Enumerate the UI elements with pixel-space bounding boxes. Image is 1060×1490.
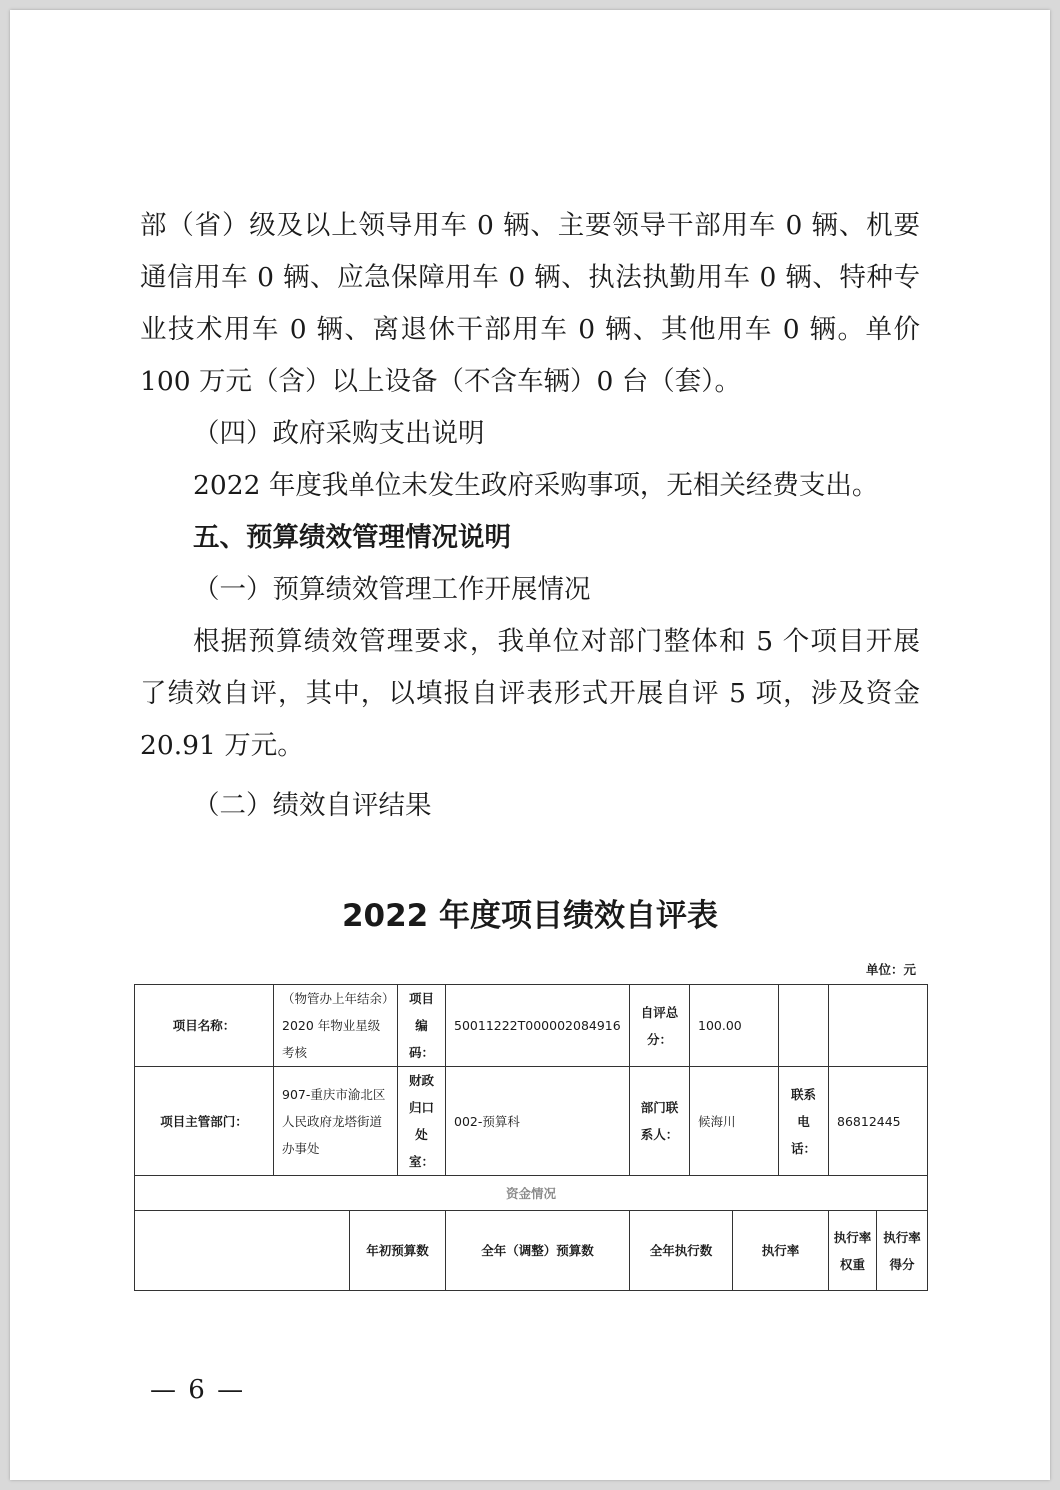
- performance-table: [134, 984, 928, 1291]
- paragraph-line: 20.91 万元。: [140, 730, 304, 761]
- executed-header: 全年执行数: [630, 1211, 733, 1291]
- paragraph-line: 根据预算绩效管理要求，我单位对部门整体和 5 个项目开展: [193, 626, 920, 657]
- adjusted-budget-header: 全年（调整）预算数: [446, 1211, 630, 1291]
- table-row: [135, 1067, 928, 1176]
- empty-cell: [829, 985, 928, 1067]
- empty-cell: [779, 985, 829, 1067]
- page-number: — 6 —: [150, 1375, 246, 1405]
- funds-section-header: 资金情况: [135, 1176, 928, 1211]
- finance-office-label: 财政归口处室：: [398, 1067, 446, 1176]
- paragraph: 2022 年度我单位未发生政府采购事项，无相关经费支出。: [193, 470, 879, 501]
- weight-score-cell: [829, 1211, 928, 1291]
- rate-weight-header: 执行率权重: [829, 1211, 877, 1290]
- empty-cell: [135, 1211, 350, 1291]
- unit-label: 单位：元: [865, 962, 916, 977]
- contact-label: 部门联系人：: [630, 1067, 690, 1176]
- initial-budget-header: 年初预算数: [350, 1211, 446, 1291]
- paragraph-line: 100 万元（含）以上设备（不含车辆）0 台（套）。: [140, 366, 742, 397]
- self-score-label: 自评总分：: [630, 985, 690, 1067]
- finance-office-value: 002-预算科: [446, 1067, 630, 1176]
- section-heading: （一）预算绩效管理工作开展情况: [193, 574, 591, 605]
- table-title: 2022 年度项目绩效自评表: [341, 898, 719, 934]
- execution-rate-header: 执行率: [733, 1211, 829, 1291]
- project-name-value: （物管办上年结余）2020 年物业星级考核: [274, 985, 398, 1067]
- section-heading: （四）政府采购支出说明: [193, 418, 485, 449]
- department-value: 907-重庆市渝北区人民政府龙塔街道办事处: [274, 1067, 398, 1176]
- paragraph-line: 通信用车 0 辆、应急保障用车 0 辆、执法执勤用车 0 辆、特种专: [140, 262, 920, 293]
- department-label: 项目主管部门：: [135, 1067, 274, 1176]
- body-text: [140, 200, 920, 832]
- project-code-label: 项目编码：: [398, 985, 446, 1067]
- section-heading: （二）绩效自评结果: [193, 790, 432, 821]
- project-name-label: 项目名称：: [135, 985, 274, 1067]
- table-row: [135, 1211, 928, 1291]
- rate-score-header: 执行率得分: [883, 1229, 921, 1272]
- project-code-value: 50011222T000002084916: [446, 985, 630, 1067]
- paragraph-line: 部（省）级及以上领导用车 0 辆、主要领导干部用车 0 辆、机要: [140, 210, 920, 241]
- self-score-value: 100.00: [690, 985, 779, 1067]
- paragraph-line: 业技术用车 0 辆、离退休干部用车 0 辆、其他用车 0 辆。单价: [140, 314, 920, 345]
- table-row: [135, 985, 928, 1067]
- section-heading: 五、预算绩效管理情况说明: [193, 522, 511, 553]
- paragraph-line: 了绩效自评，其中，以填报自评表形式开展自评 5 项，涉及资金: [140, 678, 920, 709]
- phone-value: 86812445: [829, 1067, 928, 1176]
- phone-label: 联系电话：: [779, 1067, 829, 1176]
- contact-value: 候海川: [690, 1067, 779, 1176]
- table-row: [135, 1176, 928, 1211]
